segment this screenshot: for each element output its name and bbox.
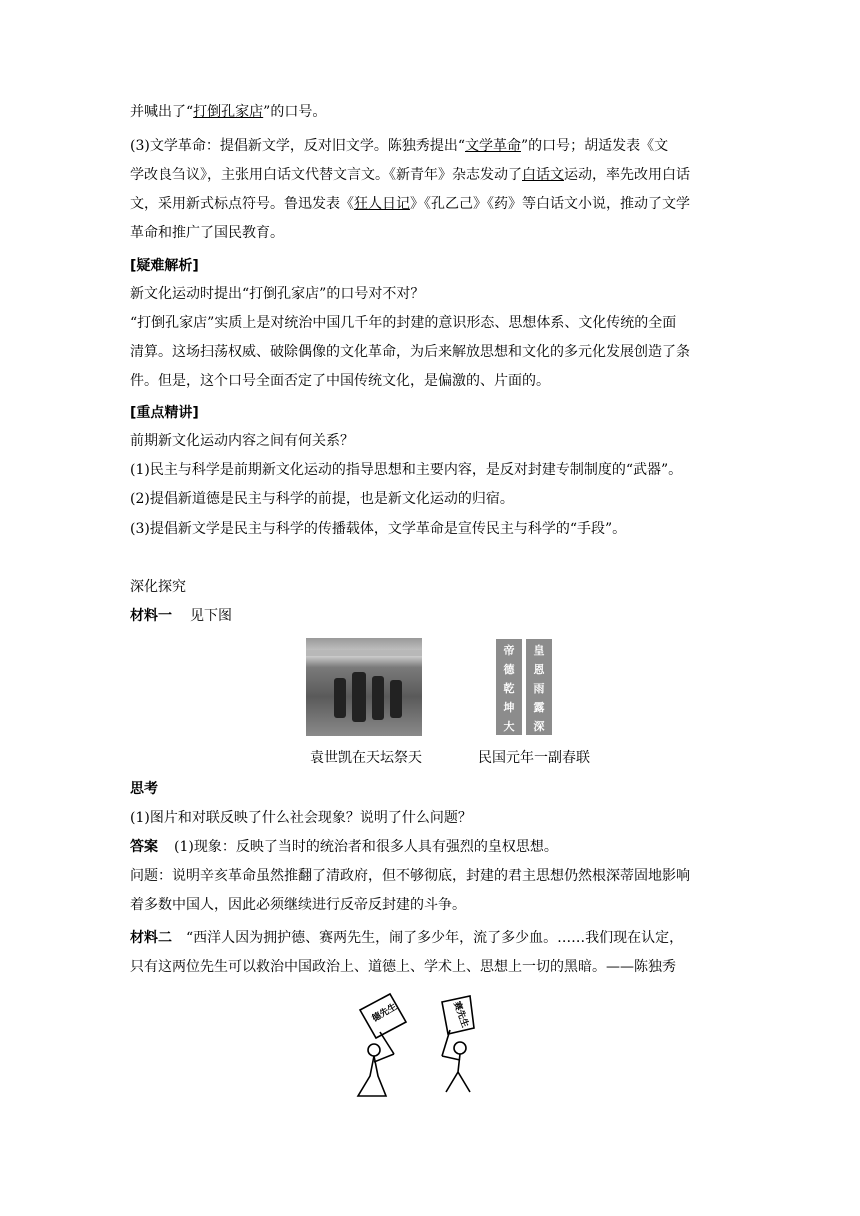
underlined-text: 打倒孔家店 [193,104,264,120]
paragraph-line: 只有这两位先生可以救治中国政治上、道德上、学术上、思想上一切的黑暗。——陈独秀 [130,959,676,975]
material-label: 材料二 [130,930,172,946]
section-heading: 深化探究 [130,579,186,595]
text: 学改良刍议》，主张用白话文代替文言文。《新青年》杂志发动了 [130,167,522,183]
yuan-shikai-photo [306,638,422,736]
material-line [130,927,740,949]
paragraph-line: (1)民主与科学是前期新文化运动的指导思想和主要内容，是反对封建专制制度的“武器”。 [130,462,683,478]
question: (1)图片和对联反映了什么社会现象？说明了什么问题？ [130,810,472,826]
material-line [130,605,740,627]
underlined-text: 狂人日记 [354,196,410,212]
paragraph-line: (3)提倡新文学是民主与科学的传播载体，文学革命是宣传民主与科学的“手段”。 [130,521,627,537]
couplet-right: 皇恩雨露深 [526,639,552,735]
text: ”的口号；胡适发表《文 [521,138,669,154]
underlined-text: 白话文 [522,167,564,183]
paragraph-line: 革命和推广了国民教育。 [130,225,284,241]
paragraph-line [130,101,740,123]
text: 见下图 [190,608,232,624]
paragraph-line: “打倒孔家店”实质上是对统治中国几千年的封建的意识形态、思想体系、文化传统的全面 [130,315,677,331]
caption-photo: 袁世凯在天坛祭天 [310,750,422,766]
text: 运动，率先改用白话 [564,167,690,183]
paragraph-line: 件。但是，这个口号全面否定了中国传统文化，是偏激的、片面的。 [130,373,550,389]
paragraph-line [130,135,740,157]
sign-right-text: 赛先生 [451,1000,470,1030]
underlined-text: 文学革命 [465,138,521,154]
paragraph-line [130,193,740,215]
text: 》《孔乙己》《药》等白话文小说，推动了文学 [410,196,690,212]
text: (1)现象：反映了当时的统治者和很多人具有强烈的皇权思想。 [174,839,558,855]
text: 文，采用新式标点符号。鲁迅发表《 [130,196,354,212]
answer-label: 答案 [130,839,158,855]
paragraph-line: (2)提倡新道德是民主与科学的前提，也是新文化运动的归宿。 [130,491,514,507]
section-heading: [重点精讲] [130,405,199,421]
section-heading: [疑难解析] [130,258,199,274]
paragraph-line: 问题：说明辛亥革命虽然推翻了清政府，但不够彻底，封建的君主思想仍然根深蒂固地影响 [130,868,690,884]
cartoon-illustration [350,992,500,1100]
question: 前期新文化运动内容之间有何关系？ [130,433,354,449]
couplet-left: 帝德乾坤大 [496,639,522,735]
section-heading: 思考 [130,781,158,797]
caption-couplet: 民国元年一副春联 [478,750,590,766]
text: (3)文学革命：提倡新文学，反对旧文学。陈独秀提出“ [130,138,465,154]
text: ”的口号。 [263,104,327,120]
answer-line [130,836,740,858]
paragraph-line [130,164,740,186]
question: 新文化运动时提出“打倒孔家店”的口号对不对？ [130,286,425,302]
text: 并喊出了“ [130,104,194,120]
paragraph-line: 清算。这场扫荡权威、破除偶像的文化革命，为后来解放思想和文化的多元化发展创造了条 [130,344,690,360]
sign-left-text: 德先生 [370,1002,399,1025]
text: “西洋人因为拥护德、赛两先生，闹了多少年，流了多少血。……我们现在认定， [186,930,684,946]
paragraph-line: 着多数中国人，因此必须继续进行反帝反封建的斗争。 [130,897,466,913]
material-label: 材料一 [130,608,172,624]
